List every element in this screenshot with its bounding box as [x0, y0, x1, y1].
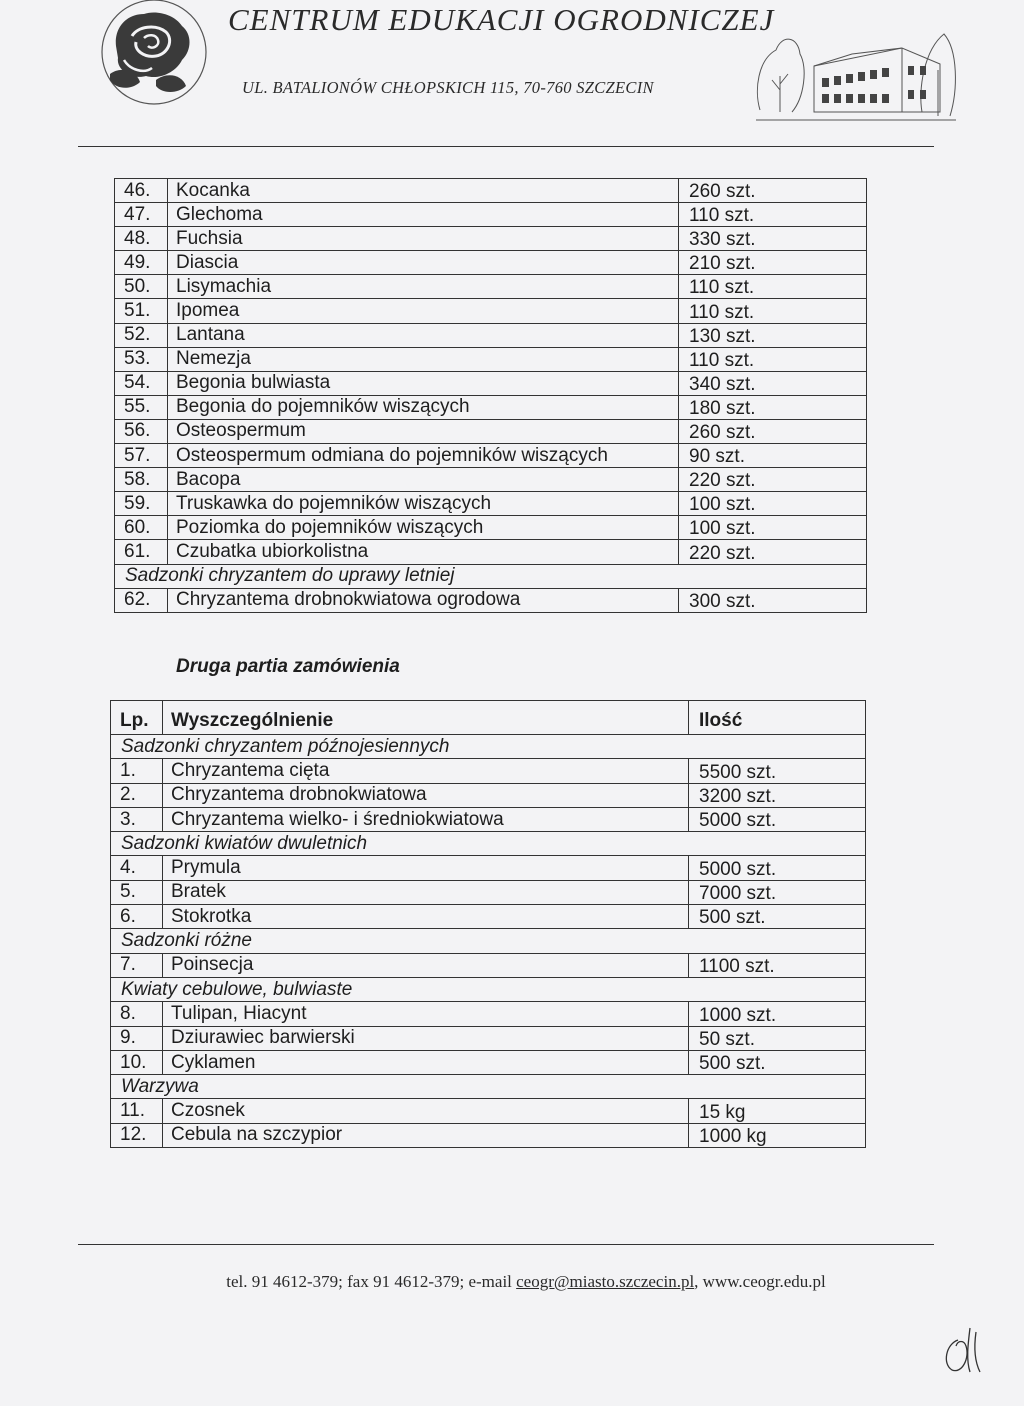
item-quantity: 100 szt.	[679, 516, 867, 540]
item-quantity: 260 szt.	[679, 419, 867, 443]
row-number: 7.	[111, 953, 163, 977]
school-building-icon	[752, 20, 960, 128]
item-quantity: 7000 szt.	[689, 880, 866, 904]
item-name: Osteospermum	[168, 419, 679, 443]
item-name: Chryzantema drobnokwiatowa	[163, 783, 689, 807]
table-row	[115, 516, 867, 540]
item-quantity: 100 szt.	[679, 492, 867, 516]
item-quantity: 340 szt.	[679, 371, 867, 395]
table-header-row	[111, 701, 866, 735]
item-name: Tulipan, Hiacynt	[163, 1002, 689, 1026]
category-row	[111, 832, 866, 856]
item-name: Stokrotka	[163, 905, 689, 929]
category-row	[115, 564, 867, 588]
row-number: 48.	[115, 227, 168, 251]
item-name: Bratek	[163, 880, 689, 904]
item-name: Diascia	[168, 251, 679, 275]
item-name: Chryzantema cięta	[163, 759, 689, 783]
item-name: Lantana	[168, 323, 679, 347]
table-row	[115, 203, 867, 227]
item-name: Ipomea	[168, 299, 679, 323]
item-name: Czubatka ubiorkolistna	[168, 540, 679, 564]
table-row	[111, 856, 866, 880]
item-quantity: 110 szt.	[679, 347, 867, 371]
row-number: 10.	[111, 1050, 163, 1074]
contact-website: , www.ceogr.edu.pl	[694, 1272, 826, 1291]
handwritten-signature-icon	[936, 1318, 996, 1378]
item-quantity: 15 kg	[689, 1099, 866, 1123]
table-row	[115, 588, 867, 612]
contact-phone-fax: tel. 91 4612-379; fax 91 4612-379; e-mail	[226, 1272, 517, 1291]
item-quantity: 260 szt.	[679, 179, 867, 203]
row-number: 47.	[115, 203, 168, 227]
row-number: 5.	[111, 880, 163, 904]
table-row	[115, 419, 867, 443]
row-number: 1.	[111, 759, 163, 783]
table-row	[111, 1099, 866, 1123]
row-number: 46.	[115, 179, 168, 203]
row-number: 2.	[111, 783, 163, 807]
table-row	[115, 468, 867, 492]
item-quantity: 300 szt.	[679, 588, 867, 612]
row-number: 12.	[111, 1123, 163, 1147]
item-name: Cyklamen	[163, 1050, 689, 1074]
category-label: Sadzonki kwiatów dwuletnich	[111, 832, 866, 856]
contact-email-link[interactable]: ceogr@miasto.szczecin.pl	[516, 1272, 695, 1291]
row-number: 50.	[115, 275, 168, 299]
table-row	[115, 251, 867, 275]
row-number: 52.	[115, 323, 168, 347]
table-row	[115, 275, 867, 299]
rose-logo-icon	[96, 0, 214, 112]
row-number: 59.	[115, 492, 168, 516]
table-row	[111, 807, 866, 831]
table-row	[111, 880, 866, 904]
category-row	[111, 929, 866, 953]
table-row	[115, 395, 867, 419]
item-quantity: 500 szt.	[689, 905, 866, 929]
row-number: 56.	[115, 419, 168, 443]
item-name: Truskawka do pojemników wiszących	[168, 492, 679, 516]
table-row	[111, 1002, 866, 1026]
category-row	[111, 1075, 866, 1099]
table-row	[111, 953, 866, 977]
row-number: 58.	[115, 468, 168, 492]
organization-name: CENTRUM EDUKACJI OGRODNICZEJ	[228, 2, 775, 37]
category-label: Sadzonki chryzantem do uprawy letniej	[115, 564, 867, 588]
item-quantity: 90 szt.	[679, 444, 867, 468]
item-name: Poinsecja	[163, 953, 689, 977]
item-quantity: 1000 kg	[689, 1123, 866, 1147]
item-name: Cebula na szczypior	[163, 1123, 689, 1147]
category-row	[111, 977, 866, 1001]
item-quantity: 500 szt.	[689, 1050, 866, 1074]
item-name: Czosnek	[163, 1099, 689, 1123]
category-label: Warzywa	[111, 1075, 866, 1099]
table-row	[115, 540, 867, 564]
table-row	[115, 492, 867, 516]
table-row	[111, 905, 866, 929]
row-number: 3.	[111, 807, 163, 831]
organization-address: UL. BATALIONÓW CHŁOPSKICH 115, 70-760 SZCZECIN	[242, 78, 654, 97]
row-number: 53.	[115, 347, 168, 371]
row-number: 62.	[115, 588, 168, 612]
table-row	[115, 371, 867, 395]
table-row	[115, 444, 867, 468]
item-quantity: 1000 szt.	[689, 1002, 866, 1026]
item-name: Osteospermum odmiana do pojemników wiszących	[168, 444, 679, 468]
item-name: Nemezja	[168, 347, 679, 371]
item-name: Chryzantema drobnokwiatowa ogrodowa	[168, 588, 679, 612]
row-number: 51.	[115, 299, 168, 323]
item-name: Bacopa	[168, 468, 679, 492]
row-number: 49.	[115, 251, 168, 275]
item-name: Glechoma	[168, 203, 679, 227]
item-quantity: 220 szt.	[679, 468, 867, 492]
category-label: Sadzonki chryzantem późnojesiennych	[111, 735, 866, 759]
item-quantity: 3200 szt.	[689, 783, 866, 807]
table-row	[111, 759, 866, 783]
row-number: 55.	[115, 395, 168, 419]
item-quantity: 5000 szt.	[689, 856, 866, 880]
order-table-part2	[110, 700, 866, 1148]
item-name: Prymula	[163, 856, 689, 880]
table-row	[115, 323, 867, 347]
item-name: Lisymachia	[168, 275, 679, 299]
item-quantity: 110 szt.	[679, 299, 867, 323]
item-quantity: 180 szt.	[679, 395, 867, 419]
item-name: Begonia do pojemników wiszących	[168, 395, 679, 419]
table-row	[111, 783, 866, 807]
column-header-quantity: Ilość	[689, 701, 866, 735]
item-quantity: 5500 szt.	[689, 759, 866, 783]
item-quantity: 220 szt.	[679, 540, 867, 564]
row-number: 8.	[111, 1002, 163, 1026]
table-row	[115, 299, 867, 323]
category-row	[111, 735, 866, 759]
row-number: 61.	[115, 540, 168, 564]
item-quantity: 50 szt.	[689, 1026, 866, 1050]
item-quantity: 130 szt.	[679, 323, 867, 347]
footer-contact	[0, 1272, 1024, 1292]
item-name: Poziomka do pojemników wiszących	[168, 516, 679, 540]
column-header-description: Wyszczególnienie	[163, 701, 689, 735]
row-number: 54.	[115, 371, 168, 395]
row-number: 6.	[111, 905, 163, 929]
table-row	[115, 347, 867, 371]
item-quantity: 1100 szt.	[689, 953, 866, 977]
table-row	[111, 1050, 866, 1074]
item-name: Chryzantema wielko- i średniokwiatowa	[163, 807, 689, 831]
item-name: Dziurawiec barwierski	[163, 1026, 689, 1050]
table-row	[111, 1123, 866, 1147]
row-number: 9.	[111, 1026, 163, 1050]
item-quantity: 110 szt.	[679, 275, 867, 299]
row-number: 4.	[111, 856, 163, 880]
table-row	[111, 1026, 866, 1050]
header-divider	[78, 146, 934, 147]
column-header-lp: Lp.	[111, 701, 163, 735]
row-number: 60.	[115, 516, 168, 540]
item-quantity: 210 szt.	[679, 251, 867, 275]
table-row	[115, 179, 867, 203]
category-label: Sadzonki różne	[111, 929, 866, 953]
item-quantity: 330 szt.	[679, 227, 867, 251]
item-name: Begonia bulwiasta	[168, 371, 679, 395]
row-number: 11.	[111, 1099, 163, 1123]
item-name: Kocanka	[168, 179, 679, 203]
order-table-part1	[114, 178, 867, 613]
section-heading: Druga partia zamówienia	[176, 656, 400, 677]
item-quantity: 110 szt.	[679, 203, 867, 227]
table-row	[115, 227, 867, 251]
item-quantity: 5000 szt.	[689, 807, 866, 831]
category-label: Kwiaty cebulowe, bulwiaste	[111, 977, 866, 1001]
row-number: 57.	[115, 444, 168, 468]
item-name: Fuchsia	[168, 227, 679, 251]
footer-divider	[78, 1244, 934, 1245]
